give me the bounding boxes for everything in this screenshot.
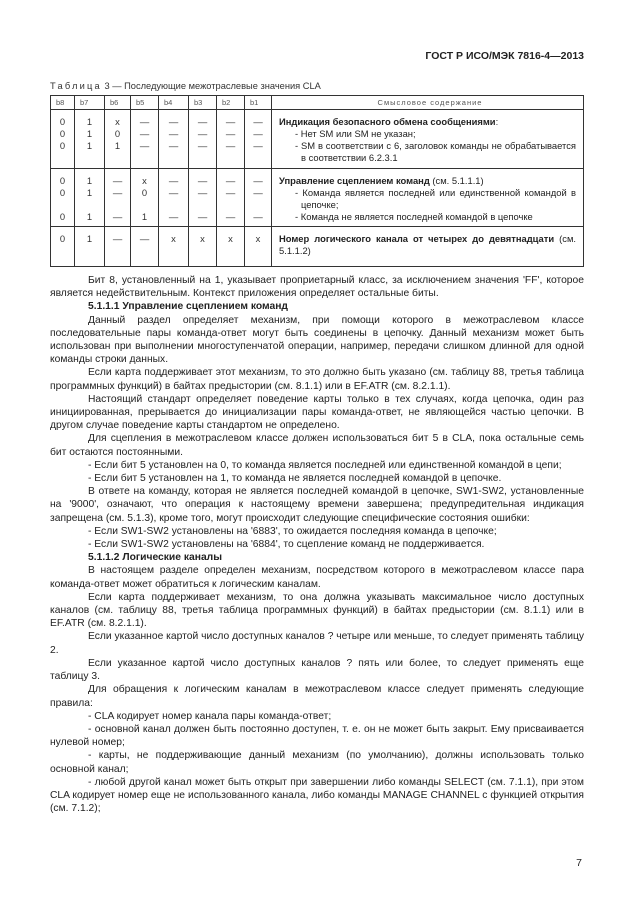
bit-value: 1 <box>86 211 93 222</box>
bit-value <box>75 199 104 211</box>
bit-value: 1 <box>86 175 93 186</box>
bit-value: 1 <box>114 140 121 151</box>
meaning-title-suffix: (см. 5.1.1.1) <box>429 175 484 186</box>
bit-cell <box>75 110 105 169</box>
bit-cell <box>245 169 272 227</box>
bit-value: 1 <box>86 187 93 198</box>
bit-value <box>245 199 271 211</box>
bit-value: 0 <box>141 187 148 198</box>
meaning-item: - Команда является последней или единственной командой в цепочке; <box>295 187 576 210</box>
meaning-item: - Нет SM или SM не указан; <box>295 128 416 139</box>
bit-value: 1 <box>86 116 93 127</box>
bit-value <box>51 199 74 211</box>
paragraph: В ответе на команду, которая не является последней командой в цепочке, SW1-SW2, установленные на '9000', означают, что операция к настоящему времени завершена; предупредительная индикация запрещена (см. 5.1.3), кроме того, могут происходит следующие специфические состояния ошибки: <box>50 486 584 524</box>
paragraph: Настоящий стандарт определяет поведение карты только в тех случаях, когда цепочка, один раз инициированная, прерывается до инициализации пары команда-ответ, не являющейся частью цепочки. В другом случае поведение карты стандартом не определено. <box>50 393 584 432</box>
paragraph: - любой другой канал может быть открыт при завершении либо команды SELECT (см. 7.1.1), при этом CLA кодирует номер еще не использованного канала, либо команды MANAGE CHANNEL с функцией открытия (см. 7.1.2); <box>50 776 584 815</box>
bit-cell <box>217 169 245 227</box>
bit-value: — <box>253 116 263 127</box>
cla-table <box>50 95 584 267</box>
bit-value: — <box>112 211 123 222</box>
bit-value: 1 <box>86 233 93 244</box>
column-header: Смысловое содержание <box>272 96 584 110</box>
meaning-item: - SM в соответствии с 6, заголовок команды не обрабатывается в соответствии 6.2.3.1 <box>295 140 576 163</box>
bit-cell <box>159 169 189 227</box>
bit-value: — <box>168 128 179 139</box>
bit-value <box>131 199 158 211</box>
bit-value: 0 <box>59 128 66 139</box>
column-header: b7 <box>75 96 105 110</box>
bit-value: — <box>139 128 150 139</box>
paragraph: Бит 8, установленный на 1, указывает проприетарный класс, за исключением значения 'FF', которое является недействительным. Контекст приложения определяет остальные биты. <box>50 275 584 300</box>
meaning-title-suffix: (см. 5.1.1.2) <box>279 233 576 256</box>
bit-value: — <box>112 187 123 198</box>
meaning-title: Номер логического канала от четырех до девятнадцати <box>279 233 555 244</box>
bit-value: — <box>197 116 208 127</box>
meaning-title: Индикация безопасного обмена сообщениями <box>279 116 496 127</box>
caption-label: Таблица <box>50 81 102 91</box>
bit-value: — <box>197 128 208 139</box>
column-header: b2 <box>217 96 245 110</box>
document-header: ГОСТ Р ИСО/МЭК 7816-4—2013 <box>425 50 584 62</box>
meaning-cell <box>272 227 584 267</box>
meaning-title-line <box>279 116 576 128</box>
bit-value: — <box>168 140 179 151</box>
bit-value: 0 <box>59 211 66 222</box>
section-heading: 5.1.1.1 Управление сцеплением команд <box>88 301 288 313</box>
paragraph: - Если SW1-SW2 установлены на '6884', то сцепление команд не поддерживается. <box>88 539 485 551</box>
bit-value: — <box>168 116 179 127</box>
bit-value: x <box>200 233 205 244</box>
bit-value: — <box>225 128 236 139</box>
bit-cell <box>159 227 189 267</box>
bit-value: — <box>197 140 208 151</box>
caption-text: 3 — Последующие межотраслевые значения CLA <box>104 81 321 91</box>
table-row <box>51 169 584 227</box>
bit-cell <box>245 227 272 267</box>
bit-value: — <box>253 211 263 222</box>
paragraph: - Если бит 5 установлен на 1, то команда не является последней командой в цепочке. <box>88 473 502 485</box>
bit-value: — <box>253 128 263 139</box>
bit-value: — <box>197 175 208 186</box>
table-header-row <box>51 96 584 110</box>
meaning-title-line <box>279 233 576 257</box>
bit-cell <box>131 227 159 267</box>
bit-value: 0 <box>59 140 66 151</box>
page-number: 7 <box>576 857 582 869</box>
bit-cell <box>159 110 189 169</box>
bit-value: x <box>228 233 233 244</box>
section-heading: 5.1.1.2 Логические каналы <box>88 552 223 564</box>
bit-value: — <box>139 116 150 127</box>
bit-value: — <box>139 140 150 151</box>
paragraph: Если указанное картой число доступных каналов ? четыре или меньше, то следует применять таблицу 2. <box>50 631 584 656</box>
bit-value: x <box>171 233 176 244</box>
document-body <box>50 274 584 815</box>
bit-value: — <box>225 140 236 151</box>
meaning-item: - Команда не является последней командой в цепочке <box>295 211 533 222</box>
bit-cell <box>51 169 75 227</box>
meaning-title-suffix: : <box>495 116 499 127</box>
bit-value: 0 <box>59 187 66 198</box>
bit-value: — <box>112 233 123 244</box>
paragraph: - Если бит 5 установлен на 0, то команда является последней или единственной командой в цепи; <box>88 459 562 471</box>
bit-cell <box>105 169 131 227</box>
bit-value: — <box>168 175 179 186</box>
paragraph: - Если SW1-SW2 установлены на '6883', то ожидается последняя команда в цепочке; <box>88 525 497 537</box>
bit-value: — <box>253 140 263 151</box>
paragraph: Для обращения к логическим каналам в межотраслевом классе следует применять следующие правила: <box>50 684 584 709</box>
bit-cell <box>131 110 159 169</box>
column-header: b1 <box>245 96 272 110</box>
bit-value: x <box>142 175 147 186</box>
bit-value: 0 <box>59 116 66 127</box>
bit-cell <box>105 110 131 169</box>
bit-cell <box>189 169 217 227</box>
bit-value: — <box>197 211 208 222</box>
meaning-title: Управление сцеплением команд <box>279 175 430 186</box>
bit-value: — <box>253 187 263 198</box>
table-row <box>51 110 584 169</box>
bit-value: — <box>112 175 123 186</box>
bit-value: — <box>253 175 263 186</box>
bit-cell <box>75 169 105 227</box>
bit-value: 1 <box>86 140 93 151</box>
bit-value: — <box>168 187 179 198</box>
paragraph: Если карта поддерживает этот механизм, то это должно быть указано (см. таблицу 88, третья таблица программных функций) в байтах предыстории (см. 8.1.1) или в EF.ATR (см. 8.2.1.1). <box>50 367 584 392</box>
bit-cell <box>51 227 75 267</box>
bit-cell <box>51 110 75 169</box>
bit-cell <box>245 110 272 169</box>
paragraph: Если указанное картой число доступных каналов ? пять или более, то следует применять еще таблицу 3. <box>50 657 584 683</box>
bit-cell <box>75 227 105 267</box>
bit-cell <box>217 227 245 267</box>
meaning-title-line <box>279 175 576 187</box>
bit-cell <box>217 110 245 169</box>
column-header: b5 <box>131 96 159 110</box>
paragraph: Если карта поддерживает механизм, то она должна указывать максимальное число доступных каналов (см. таблицу 88, третья таблица программных функций) в байтах предыстории (см. 8.1.1) или в EF.ATR (см. 8.2.1.1). <box>50 591 584 630</box>
meaning-cell <box>272 169 584 227</box>
paragraph: Данный раздел определяет механизм, при помощи которого в межотраслевом классе последовательные пары команда-ответ могут быть соединены в цепочку. Данный механизм может быть использован при выполнении многоступенчатой операции, например, передачи слишком длинной для одной команды строки данных. <box>50 314 584 366</box>
bit-cell <box>131 169 159 227</box>
bit-value: x <box>255 233 261 244</box>
bit-value: 1 <box>86 128 93 139</box>
bit-value: — <box>225 175 236 186</box>
bit-value: — <box>168 211 179 222</box>
paragraph: - CLA кодирует номер канала пары команда-ответ; <box>88 710 332 722</box>
bit-value: — <box>225 211 236 222</box>
bit-value: 1 <box>141 211 148 222</box>
column-header: b4 <box>159 96 189 110</box>
bit-cell <box>189 110 217 169</box>
paragraph: - карты, не поддерживающие данный механизм (по умолчанию), должны использовать только основной канал; <box>50 750 584 775</box>
bit-value <box>105 199 130 211</box>
bit-value <box>189 199 216 211</box>
bit-cell <box>189 227 217 267</box>
bit-value: x <box>115 116 120 127</box>
bit-value: 0 <box>59 175 66 186</box>
paragraph: - основной канал должен быть постоянно доступен, т. е. он не может быть закрыт. Ему присваивается нулевой номер; <box>50 723 584 749</box>
bit-value <box>159 199 188 211</box>
bit-value: 0 <box>59 233 66 244</box>
bit-value: — <box>139 233 150 244</box>
paragraph: В настоящем разделе определен механизм, посредством которого в межотраслевом классе пара команда-ответ может обратиться к логическим каналам. <box>50 565 584 590</box>
table-row <box>51 227 584 267</box>
bit-value <box>217 199 244 211</box>
bit-value: — <box>225 187 236 198</box>
meaning-cell <box>272 110 584 169</box>
bit-cell <box>105 227 131 267</box>
paragraph: Для сцепления в межотраслевом классе должен использоваться бит 5 в CLA, пока остальные семь бит остаются постоянными. <box>50 433 584 458</box>
column-header: b6 <box>105 96 131 110</box>
bit-value: 0 <box>114 128 121 139</box>
column-header: b3 <box>189 96 217 110</box>
table-caption <box>50 81 321 91</box>
bit-value: — <box>197 187 208 198</box>
column-header: b8 <box>51 96 75 110</box>
bit-value: — <box>225 116 236 127</box>
